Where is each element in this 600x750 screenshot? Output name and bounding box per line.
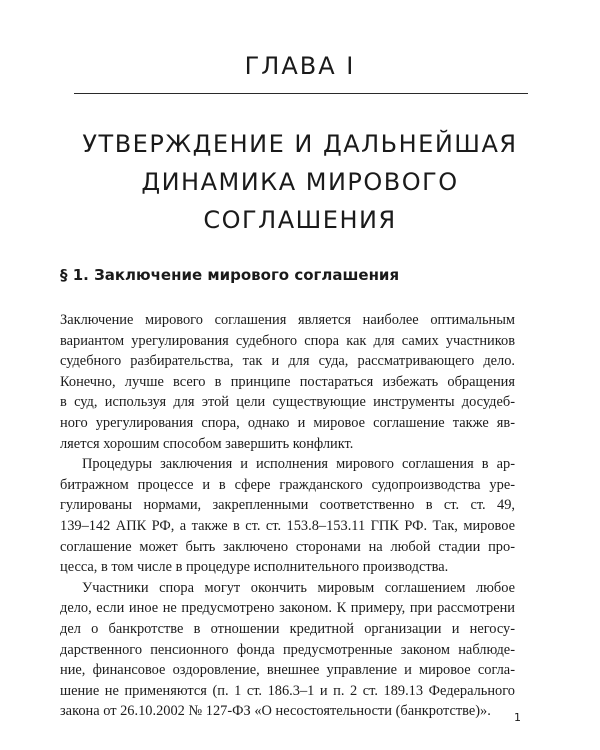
text-line: дело, если иное не предусмотрено законом. К примеру, при рассмотрени [60, 600, 515, 617]
paragraph [60, 578, 515, 722]
text-line: дарственного пенсионного фонда предусмотренные законом наблюде- [60, 641, 515, 658]
chapter-divider [74, 93, 528, 94]
chapter-title-line: УТВЕРЖДЕНИЕ И ДАЛЬНЕЙШАЯ [82, 130, 518, 158]
text-line: цесса, в том числе в процедуре исполнительного производства. [60, 559, 449, 576]
text-line: соглашение может быть заключено сторонами на любой стадии про- [60, 538, 515, 555]
text-line: в суд, используя для этой цели существующие инструменты досудеб- [60, 394, 515, 411]
text-line: Заключение мирового соглашения является наиболее оптимальным [60, 312, 515, 328]
chapter-header [0, 52, 600, 80]
text-line: Участники спора могут окончить мировым соглашением любое [82, 579, 515, 596]
text-line: Конечно, лучше всего в принципе постараться избежать обращения [60, 373, 515, 390]
text-line: Процедуры заключения и исполнения мирового соглашения в ар- [82, 456, 515, 473]
text-line: 139–142 АПК РФ, а также в ст. ст. 153.8–153.11 ГПК РФ. Так, мировое [60, 517, 515, 534]
text-line: вариантом урегулирования судебного спора как для самих участников [60, 332, 515, 349]
chapter-title-line: СОГЛАШЕНИЯ [203, 206, 397, 234]
section-heading: § 1. Заключение мирового соглашения [60, 266, 400, 284]
text-line: шение не применяются (п. 1 ст. 186.3–1 и п. 2 ст. 189.13 Федерального [60, 682, 515, 699]
text-line: закона от 26.10.2002 № 127-ФЗ «О несостоятельности (банкротстве)». [60, 703, 491, 720]
paragraph [60, 310, 515, 454]
text-line: ляется хорошим способом завершить конфликт. [60, 435, 354, 452]
text-line: битражном процессе и в сфере гражданского судопроизводства уре- [60, 476, 515, 493]
chapter-title [0, 125, 600, 239]
body-text [60, 310, 515, 722]
page-number: 1 [514, 711, 521, 724]
chapter-label: ГЛАВА I [244, 52, 356, 80]
chapter-title-line: ДИНАМИКА МИРОВОГО [141, 168, 459, 196]
text-line: дел о банкротстве в отношении кредитной организации и негосу- [60, 620, 515, 637]
paragraph [60, 454, 515, 578]
text-line: судебного разбирательства, так и для суда, рассматривающего дело. [60, 353, 515, 370]
text-line: гулированы нормами, закрепленными соответственно в ст. ст. 49, [60, 497, 515, 514]
text-line: ного урегулирования спора, однако и мировое соглашение также яв- [60, 414, 515, 431]
text-line: ние, финансовое оздоровление, внешнее управление и мировое согла- [60, 662, 515, 679]
